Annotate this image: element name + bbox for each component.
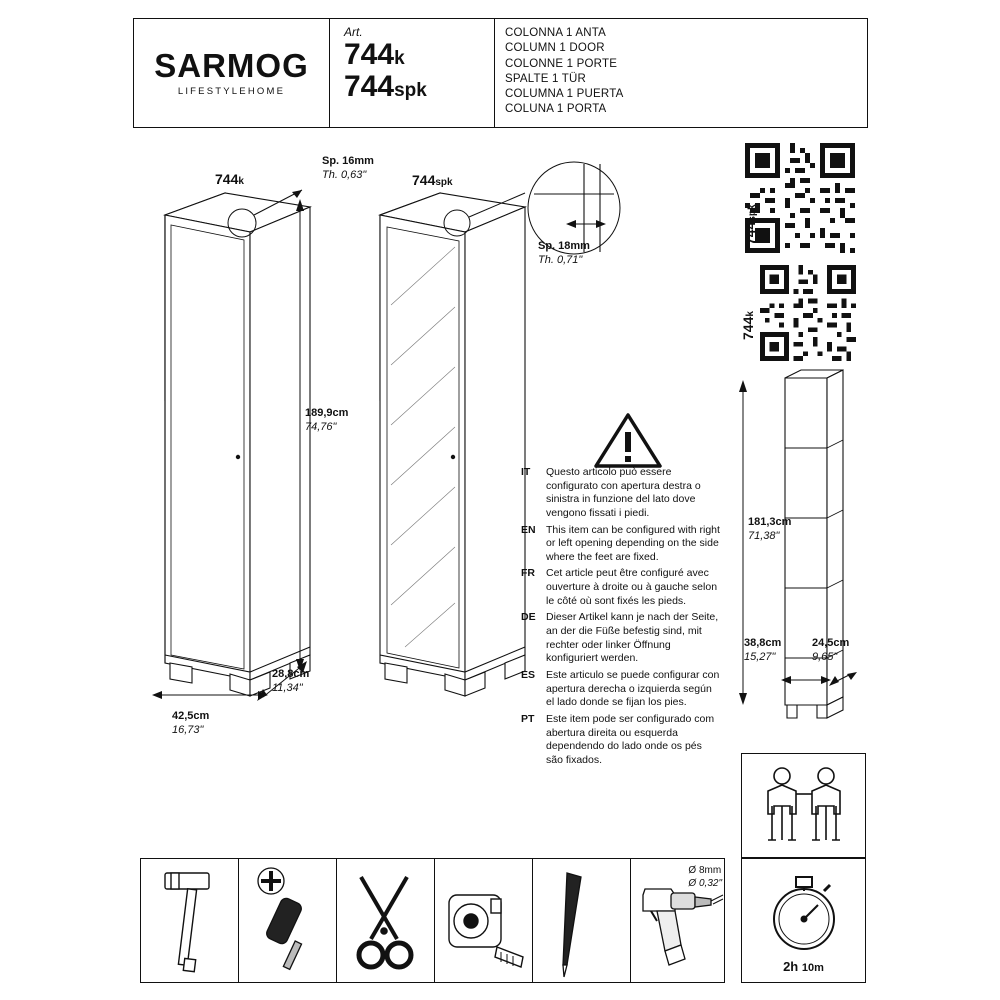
left-code-main: 744 <box>215 171 239 187</box>
qr-top-code-suffix: spk <box>747 204 758 222</box>
tool-screwdriver <box>239 859 337 982</box>
width-in: 16,73" <box>172 723 204 736</box>
two-people-icon <box>742 754 865 857</box>
inner-height-in: 71,38" <box>748 529 780 542</box>
article-block <box>330 19 495 127</box>
assembly-minutes: 10m <box>801 962 824 974</box>
inner-width-label <box>744 637 781 665</box>
product-name-pt: COLUNA 1 PORTA <box>505 103 607 116</box>
note-text-en: This item can be configured with right or left opening depending on the side where the feet are fixed. <box>546 523 720 563</box>
width-cm: 42,5cm <box>172 710 210 722</box>
stopwatch-icon <box>760 871 848 955</box>
article-code-2-suffix: spk <box>394 79 427 101</box>
depth-cm: 28,8cm <box>272 668 310 680</box>
note-row-fr <box>521 567 721 608</box>
note-row-pt <box>521 713 721 768</box>
interior-dimensions-drawing <box>725 370 875 730</box>
assembly-hours: 2h <box>783 959 799 974</box>
scissors-icon <box>337 859 434 982</box>
note-lang-fr: FR <box>521 567 535 580</box>
inner-height-label <box>748 516 791 544</box>
panel-thickness-mm: Sp. 16mm <box>322 155 374 167</box>
assembly-people-box <box>741 753 866 858</box>
inner-depth-in: 9,65" <box>812 650 838 663</box>
qr-code-744k[interactable] <box>760 265 856 361</box>
right-code-main: 744 <box>412 172 436 188</box>
tool-drill <box>631 859 728 982</box>
brand-name: SARMOG <box>154 47 309 84</box>
note-row-en <box>521 524 721 565</box>
inner-width-cm: 38,8cm <box>744 637 782 649</box>
note-row-es <box>521 669 721 710</box>
note-text-pt: Este item pode ser configurado com abertura direita ou esquerda dependendo do lado onde os pés são fixados. <box>546 712 715 766</box>
qr-bottom-code-suffix: k <box>745 311 756 317</box>
product-name-fr: COLONNE 1 PORTE <box>505 57 618 70</box>
drill-bit-mm: Ø 8mm <box>688 865 722 876</box>
height-cm: 189,9cm <box>305 407 349 419</box>
inner-width-in: 15,27" <box>744 650 776 663</box>
note-row-it <box>521 466 721 521</box>
note-text-fr: Cet article peut être configuré avec ouverture à droite ou à gauche selon le côté où sont fixés les pieds. <box>546 567 718 607</box>
height-dimension-line <box>288 195 318 675</box>
note-lang-en: EN <box>521 523 536 536</box>
note-lang-es: ES <box>521 668 536 681</box>
height-dimension-label <box>305 407 348 435</box>
note-lang-pt: PT <box>521 712 535 725</box>
tool-scissors <box>337 859 435 982</box>
tools-strip <box>140 858 725 983</box>
warning-triangle-icon <box>594 412 662 470</box>
qr-bottom-code-main: 744 <box>740 316 756 340</box>
note-row-de <box>521 611 721 666</box>
cabinet-744k-drawing <box>130 185 360 725</box>
height-in: 74,76" <box>305 420 337 433</box>
product-name-it: COLONNA 1 ANTA <box>505 27 607 39</box>
note-text-es: Este articulo se puede configurar con apertura derecha o izquierda según el lado donde se fijan los pies. <box>546 668 720 709</box>
note-text-it: Questo articolo può essere configurato con apertura destra o sinistra in funzione del lato dove vengono fissati i piedi. <box>546 466 701 519</box>
article-code-2-main: 744 <box>344 69 395 103</box>
product-names <box>495 19 867 127</box>
note-lang-de: DE <box>521 611 536 624</box>
assembly-time-label <box>783 959 824 974</box>
door-thickness-mm: Sp. 18mm <box>538 240 590 252</box>
tape-measure-icon <box>435 859 532 982</box>
tool-mallet <box>141 859 239 982</box>
panel-thickness-in: Th. 0,63" <box>322 168 367 181</box>
product-name-de: SPALTE 1 TÜR <box>505 72 587 85</box>
pencil-icon <box>533 859 630 982</box>
article-code-1-suffix: k <box>394 48 405 69</box>
inner-height-cm: 181,3cm <box>748 516 792 528</box>
brand-tagline: LIFESTYLEHOME <box>177 86 286 97</box>
article-label: Art. <box>344 25 363 39</box>
width-dimension-line <box>150 685 270 705</box>
tool-pencil <box>533 859 631 982</box>
product-name-en: COLUMN 1 DOOR <box>505 42 605 55</box>
right-code-suffix: spk <box>435 177 453 188</box>
screwdriver-icon <box>239 859 336 982</box>
inner-depth-label <box>812 637 849 665</box>
door-thickness-note <box>538 240 590 268</box>
depth-dimension-label <box>272 668 309 696</box>
mallet-icon <box>141 859 238 982</box>
left-code-suffix: k <box>238 176 244 187</box>
drill-bit-note <box>688 865 722 890</box>
note-text-de: Dieser Artikel kann je nach der Seite, an der die Füße befestig sind, mit rechter oder linker Öffnung konfiguriert werden. <box>546 611 719 665</box>
drill-bit-in: Ø 0,32" <box>688 877 722 889</box>
width-dimension-label <box>172 710 209 738</box>
qr-top-code-main: 744 <box>742 221 758 245</box>
inner-depth-cm: 24,5cm <box>812 637 850 649</box>
qr-code-744spk[interactable] <box>745 143 855 253</box>
brand-logo <box>134 19 330 127</box>
article-code-1-main: 744 <box>344 38 395 71</box>
assembly-time-box <box>741 858 866 983</box>
configuration-note <box>521 466 721 770</box>
tool-tape-measure <box>435 859 533 982</box>
article-code-1 <box>344 39 494 71</box>
product-name-es: COLUMNA 1 PUERTA <box>505 88 624 101</box>
article-code-2 <box>344 71 494 103</box>
depth-in: 11,34" <box>272 681 303 694</box>
door-thickness-in: Th. 0,71" <box>538 253 583 266</box>
panel-thickness-note <box>322 155 374 183</box>
note-lang-it: IT <box>521 466 531 478</box>
header-block <box>133 18 868 128</box>
